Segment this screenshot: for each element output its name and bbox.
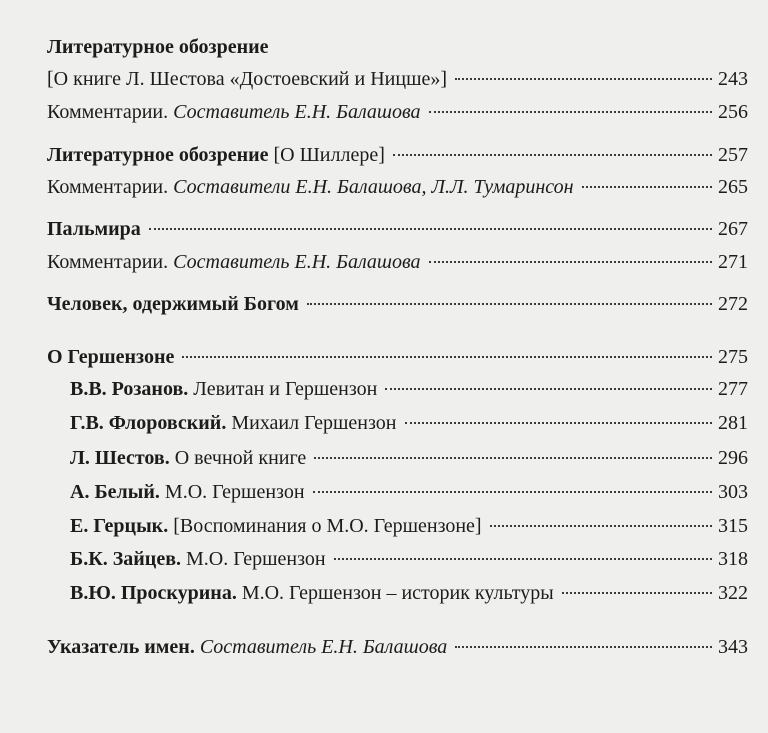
page-number: 275 [718,346,748,368]
heading-text: Литературное обозрение [47,36,269,58]
dot-leader [405,422,713,424]
entry-author: В.В. Розанов. [70,378,189,400]
toc-entry-name-index[interactable] [47,635,748,659]
page-number: 272 [718,293,748,315]
entry-title: М.О. Гершензон [164,481,305,503]
toc-subentry[interactable] [70,480,748,504]
dot-leader [455,78,712,80]
dot-leader [313,491,712,493]
page-number: 277 [718,378,748,400]
dot-leader [314,457,712,459]
entry-author: А. Белый. [70,481,160,503]
entry-title: О вечной книге [174,447,307,469]
entry-prefix: Комментарии. [47,176,169,198]
toc-subentry[interactable] [70,446,748,470]
page-number: 257 [718,144,748,166]
entry-prefix: Комментарии. [47,101,169,123]
toc-entry-commentary-1[interactable] [47,100,748,124]
entry-title: [О книге Л. Шестова «Достоевский и Ницше»] [47,68,447,90]
toc-entry-dostoevsky-nietzsche[interactable] [47,67,748,91]
toc-subentry[interactable] [70,411,748,435]
heading-text: Литературное обозрение [47,144,269,166]
entry-author: Е. Герцык. [70,515,169,537]
page-number: 281 [718,412,748,434]
dot-leader [334,558,712,560]
toc-entry-lit-review-schiller[interactable] [47,143,748,167]
dot-leader [562,592,712,594]
page-number: 303 [718,481,748,503]
entry-author: В.Ю. Проскурина. [70,582,237,604]
dot-leader [429,111,712,113]
heading-text: Пальмира [47,218,141,240]
entry-title: М.О. Гершензон – историк культуры [241,582,554,604]
entry-compiler: Составитель Е.Н. Балашова [173,101,421,123]
heading-text: Человек, одержимый Богом [47,293,299,315]
entry-compiler: Составители Е.Н. Балашова, Л.Л. Тумаринсон [173,176,574,198]
dot-leader [429,261,712,263]
toc-entry-about-gershenzon[interactable] [47,345,748,369]
toc-entry-commentary-3[interactable] [47,250,748,274]
page-number: 318 [718,548,748,570]
dot-leader [182,356,712,358]
toc-entry-god-possessed[interactable] [47,292,748,316]
page-number: 315 [718,515,748,537]
toc-subentry[interactable] [70,514,748,538]
page-number: 256 [718,101,748,123]
toc-subentry[interactable] [70,547,748,571]
dot-leader [393,154,712,156]
page-number: 296 [718,447,748,469]
entry-author: Б.К. Зайцев. [70,548,182,570]
dot-leader [455,646,712,648]
entry-title: Левитан и Гершензон [193,378,378,400]
dot-leader [582,186,712,188]
entry-title: [О Шиллере] [273,144,385,166]
page-number: 343 [718,636,748,658]
entry-author: Л. Шестов. [70,447,170,469]
toc-entry-commentary-2[interactable] [47,175,748,199]
page-number: 265 [718,176,748,198]
toc-subentry[interactable] [70,581,748,605]
entry-title: [Воспоминания о М.О. Гершензоне] [173,515,482,537]
entry-title: М.О. Гершензон [186,548,326,570]
dot-leader [490,525,712,527]
entry-compiler: Составитель Е.Н. Балашова [173,251,421,273]
dot-leader [307,303,712,305]
toc-heading-lit-review-1 [47,35,748,59]
dot-leader [149,228,712,230]
page-number: 271 [718,251,748,273]
heading-text: О Гершензоне [47,346,175,368]
entry-title: Михаил Гершензон [231,412,397,434]
entry-compiler: Составитель Е.Н. Балашова [199,636,448,658]
page-number: 267 [718,218,748,240]
entry-author: Г.В. Флоровский. [70,412,227,434]
page-number: 243 [718,68,748,90]
dot-leader [385,388,712,390]
entry-prefix: Комментарии. [47,251,169,273]
entry-title: Указатель имен. [47,636,195,658]
toc-subentry[interactable] [70,377,748,401]
toc-entry-palmyra[interactable] [47,217,748,241]
page-number: 322 [718,582,748,604]
